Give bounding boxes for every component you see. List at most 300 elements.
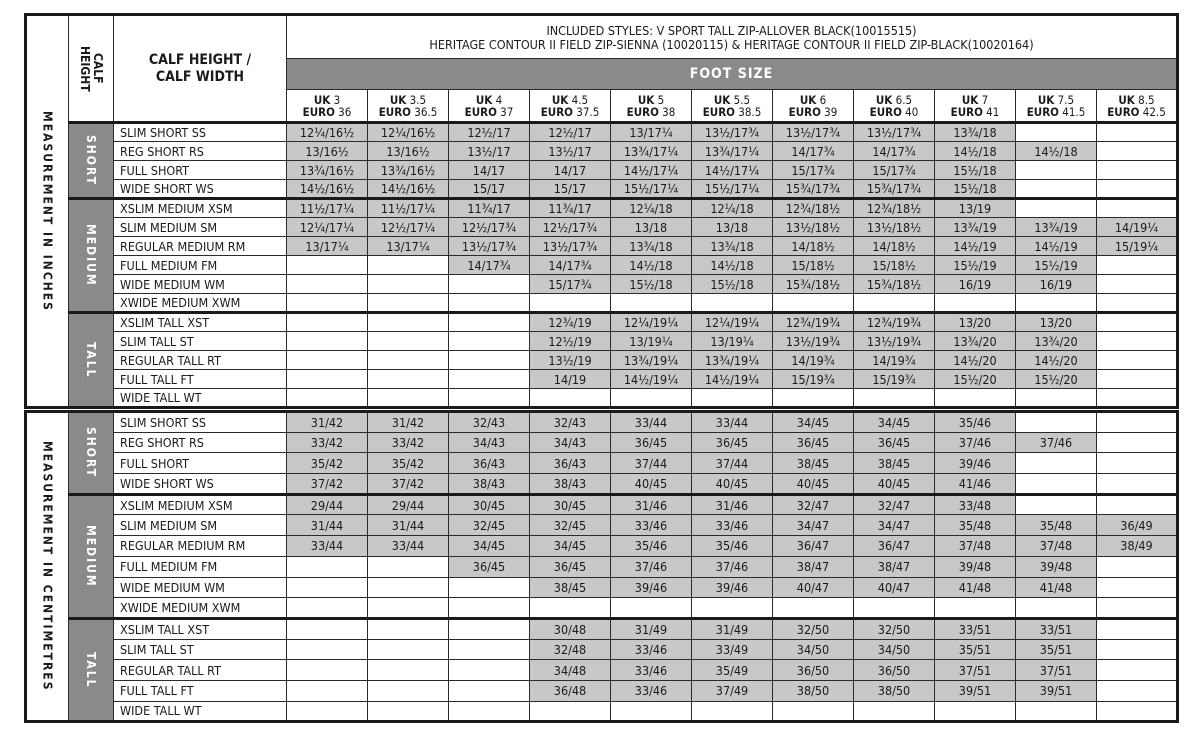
size-cell: 34/43 bbox=[530, 432, 611, 453]
size-cell: 13/17¼ bbox=[368, 237, 449, 256]
size-cell: 15½/17¼ bbox=[692, 180, 773, 199]
size-cell: 37/51 bbox=[935, 660, 1016, 681]
size-cell: 15½/18 bbox=[611, 275, 692, 294]
size-cell bbox=[449, 313, 530, 332]
size-cell bbox=[854, 294, 935, 313]
measurement-cm-label: MEASUREMENT IN CENTIMETRES bbox=[26, 412, 69, 722]
size-header-uk-5-5: UK 5.5 EURO 38.5 bbox=[692, 90, 773, 123]
table-row bbox=[26, 515, 1178, 536]
size-cell: 36/47 bbox=[773, 536, 854, 557]
size-cell: 15/17¾ bbox=[773, 161, 854, 180]
size-cell: 29/44 bbox=[287, 494, 368, 515]
size-cell bbox=[368, 370, 449, 389]
size-cell: 13¾/16½ bbox=[287, 161, 368, 180]
size-cell bbox=[1016, 701, 1097, 722]
size-cell: 13¾/17¼ bbox=[611, 142, 692, 161]
size-cell bbox=[1097, 680, 1178, 701]
size-cell bbox=[1097, 618, 1178, 639]
size-cell bbox=[449, 389, 530, 408]
size-cell bbox=[368, 332, 449, 351]
size-cell: 35/49 bbox=[692, 660, 773, 681]
size-cell: 12¼/16½ bbox=[287, 123, 368, 142]
size-cell: 13/17¼ bbox=[611, 123, 692, 142]
size-cell: 35/42 bbox=[368, 453, 449, 474]
size-cell: 31/42 bbox=[287, 412, 368, 433]
size-cell: 14½/17¼ bbox=[611, 161, 692, 180]
size-cell: 15¾/17¾ bbox=[773, 180, 854, 199]
size-cell: 12¾/19¾ bbox=[854, 313, 935, 332]
size-cell: 12½/19 bbox=[530, 332, 611, 351]
size-cell: 14/19 bbox=[530, 370, 611, 389]
size-cell: 15/17¾ bbox=[530, 275, 611, 294]
size-cell: 34/50 bbox=[773, 639, 854, 660]
size-cell: 34/47 bbox=[854, 515, 935, 536]
size-cell: 12½/17¾ bbox=[530, 218, 611, 237]
size-cell bbox=[368, 618, 449, 639]
size-cell bbox=[1016, 453, 1097, 474]
size-cell: 36/47 bbox=[854, 536, 935, 557]
size-cell: 14/19¾ bbox=[773, 351, 854, 370]
size-cell: 34/45 bbox=[773, 412, 854, 433]
size-cell: 40/45 bbox=[692, 474, 773, 495]
size-cell bbox=[368, 598, 449, 619]
size-cell: 15½/19 bbox=[1016, 256, 1097, 275]
size-cell bbox=[611, 389, 692, 408]
size-cell: 33/48 bbox=[935, 494, 1016, 515]
size-header-uk-6: UK 6 EURO 39 bbox=[773, 90, 854, 123]
size-cell: 38/49 bbox=[1097, 536, 1178, 557]
size-cell: 14/17 bbox=[449, 161, 530, 180]
size-cell bbox=[1097, 556, 1178, 577]
size-cell bbox=[1097, 577, 1178, 598]
size-cell: 32/45 bbox=[530, 515, 611, 536]
size-cell: 12½/17 bbox=[449, 123, 530, 142]
size-cell: 31/49 bbox=[611, 618, 692, 639]
table-row bbox=[26, 577, 1178, 598]
size-cell: 15½/18 bbox=[692, 275, 773, 294]
calf-height-width-header: CALF HEIGHT / CALF WIDTH bbox=[114, 15, 287, 123]
size-cell: 31/49 bbox=[692, 618, 773, 639]
size-cell: 35/51 bbox=[935, 639, 1016, 660]
size-cell bbox=[773, 389, 854, 408]
size-cell: 15/17 bbox=[530, 180, 611, 199]
size-cell: 34/48 bbox=[530, 660, 611, 681]
size-cell: 13½/18½ bbox=[773, 218, 854, 237]
centimetres-table bbox=[24, 410, 1179, 723]
size-cell bbox=[1097, 598, 1178, 619]
table-row bbox=[26, 618, 1178, 639]
size-cell: 38/50 bbox=[854, 680, 935, 701]
size-cell: 36/45 bbox=[854, 432, 935, 453]
size-cell bbox=[611, 598, 692, 619]
size-cell: 33/44 bbox=[368, 536, 449, 557]
size-cell: 13½/17 bbox=[530, 142, 611, 161]
calf-height-header: CALF HEIGHT bbox=[69, 15, 114, 123]
size-header-uk-3-5: UK 3.5 EURO 36.5 bbox=[368, 90, 449, 123]
size-cell: 31/42 bbox=[368, 412, 449, 433]
size-cell: 38/45 bbox=[854, 453, 935, 474]
size-cell: 34/43 bbox=[449, 432, 530, 453]
size-cell bbox=[449, 639, 530, 660]
size-cell: 37/46 bbox=[1016, 432, 1097, 453]
size-cell bbox=[287, 275, 368, 294]
row-label-slim-tall-st: SLIM TALL ST bbox=[114, 332, 287, 351]
size-cell: 36/50 bbox=[773, 660, 854, 681]
size-cell: 36/45 bbox=[611, 432, 692, 453]
size-cell: 15½/17¼ bbox=[611, 180, 692, 199]
row-label-full-tall-ft: FULL TALL FT bbox=[114, 680, 287, 701]
size-cell bbox=[530, 598, 611, 619]
size-cell: 13¾/19 bbox=[935, 218, 1016, 237]
size-cell: 13¾/19¼ bbox=[692, 351, 773, 370]
foot-size-header: FOOT SIZE bbox=[287, 59, 1178, 90]
size-cell: 32/50 bbox=[773, 618, 854, 639]
size-cell: 36/43 bbox=[530, 453, 611, 474]
size-header-uk-4: UK 4 EURO 37 bbox=[449, 90, 530, 123]
size-cell bbox=[1097, 389, 1178, 408]
row-label-wide-tall-wt: WIDE TALL WT bbox=[114, 389, 287, 408]
size-cell: 13/19 bbox=[935, 199, 1016, 218]
size-cell bbox=[1097, 142, 1178, 161]
table-row bbox=[26, 432, 1178, 453]
row-label-full-medium-fm: FULL MEDIUM FM bbox=[114, 556, 287, 577]
table-row bbox=[26, 389, 1178, 408]
size-cell bbox=[692, 294, 773, 313]
size-cell bbox=[449, 701, 530, 722]
size-cell bbox=[1016, 294, 1097, 313]
size-cell bbox=[1097, 161, 1178, 180]
size-cell bbox=[1097, 199, 1178, 218]
size-cell: 12¼/18 bbox=[611, 199, 692, 218]
size-cell: 14½/19 bbox=[935, 237, 1016, 256]
row-label-xwide-medium-xwm: XWIDE MEDIUM XWM bbox=[114, 294, 287, 313]
table-row bbox=[26, 218, 1178, 237]
size-cell bbox=[287, 256, 368, 275]
size-cell: 40/47 bbox=[773, 577, 854, 598]
inches-table bbox=[24, 13, 1179, 409]
size-cell: 31/46 bbox=[611, 494, 692, 515]
size-cell: 13/20 bbox=[935, 313, 1016, 332]
size-cell: 33/46 bbox=[611, 515, 692, 536]
row-label-regular-medium-rm: REGULAR MEDIUM RM bbox=[114, 237, 287, 256]
size-cell bbox=[773, 294, 854, 313]
size-cell: 13/16½ bbox=[368, 142, 449, 161]
size-cell: 32/43 bbox=[449, 412, 530, 433]
size-cell: 35/48 bbox=[1016, 515, 1097, 536]
size-cell: 14½/16½ bbox=[368, 180, 449, 199]
size-header-uk-8-5: UK 8.5 EURO 42.5 bbox=[1097, 90, 1178, 123]
row-label-xslim-medium-xsm: XSLIM MEDIUM XSM bbox=[114, 494, 287, 515]
size-cell: 40/45 bbox=[773, 474, 854, 495]
size-cell bbox=[1097, 123, 1178, 142]
size-cell: 36/43 bbox=[449, 453, 530, 474]
row-label-slim-short-ss: SLIM SHORT SS bbox=[114, 412, 287, 433]
size-cell bbox=[287, 701, 368, 722]
size-cell: 37/49 bbox=[692, 680, 773, 701]
size-cell: 12¼/16½ bbox=[368, 123, 449, 142]
size-cell bbox=[368, 389, 449, 408]
size-cell bbox=[1097, 701, 1178, 722]
group-short: SHORT bbox=[69, 123, 114, 199]
table-row bbox=[26, 275, 1178, 294]
size-cell: 36/45 bbox=[692, 432, 773, 453]
size-cell bbox=[1016, 161, 1097, 180]
size-cell: 11¾/17 bbox=[530, 199, 611, 218]
size-cell: 12¾/19¾ bbox=[773, 313, 854, 332]
size-cell: 13¾/19 bbox=[1016, 218, 1097, 237]
size-cell: 39/46 bbox=[692, 577, 773, 598]
size-cell bbox=[368, 351, 449, 370]
row-label-reg-short-rs: REG SHORT RS bbox=[114, 142, 287, 161]
size-header-uk-6-5: UK 6.5 EURO 40 bbox=[854, 90, 935, 123]
size-cell: 11¾/17 bbox=[449, 199, 530, 218]
size-cell: 13¾/20 bbox=[935, 332, 1016, 351]
size-cell bbox=[1016, 389, 1097, 408]
size-cell: 14½/16½ bbox=[287, 180, 368, 199]
size-cell: 37/44 bbox=[611, 453, 692, 474]
size-cell bbox=[449, 370, 530, 389]
size-cell: 38/50 bbox=[773, 680, 854, 701]
size-cell: 12¾/18½ bbox=[854, 199, 935, 218]
size-cell bbox=[773, 598, 854, 619]
size-cell bbox=[1016, 598, 1097, 619]
size-cell: 13/18 bbox=[611, 218, 692, 237]
size-cell bbox=[1097, 294, 1178, 313]
size-cell: 32/50 bbox=[854, 618, 935, 639]
table-row bbox=[26, 639, 1178, 660]
size-cell: 37/51 bbox=[1016, 660, 1097, 681]
size-cell: 38/45 bbox=[773, 453, 854, 474]
size-cell: 15/17 bbox=[449, 180, 530, 199]
table-row bbox=[26, 237, 1178, 256]
size-cell: 16/19 bbox=[935, 275, 1016, 294]
size-cell: 14/17¾ bbox=[530, 256, 611, 275]
size-cell: 15/19¾ bbox=[854, 370, 935, 389]
size-cell: 32/43 bbox=[530, 412, 611, 433]
size-cell: 14½/20 bbox=[1016, 351, 1097, 370]
size-cell: 31/44 bbox=[287, 515, 368, 536]
size-cell: 13/17¼ bbox=[287, 237, 368, 256]
size-cell bbox=[935, 701, 1016, 722]
size-cell: 12¼/19¼ bbox=[611, 313, 692, 332]
size-header-uk-7: UK 7 EURO 41 bbox=[935, 90, 1016, 123]
size-cell: 14/17¾ bbox=[449, 256, 530, 275]
size-cell bbox=[287, 680, 368, 701]
size-cell: 13/20 bbox=[1016, 313, 1097, 332]
size-cell: 35/46 bbox=[935, 412, 1016, 433]
size-cell bbox=[854, 389, 935, 408]
size-cell bbox=[611, 701, 692, 722]
row-label-xslim-tall-xst: XSLIM TALL XST bbox=[114, 313, 287, 332]
size-cell: 14½/20 bbox=[935, 351, 1016, 370]
size-cell: 11½/17¼ bbox=[368, 199, 449, 218]
size-cell: 13¾/16½ bbox=[368, 161, 449, 180]
row-label-slim-medium-sm: SLIM MEDIUM SM bbox=[114, 515, 287, 536]
size-cell: 36/50 bbox=[854, 660, 935, 681]
size-cell: 31/44 bbox=[368, 515, 449, 536]
size-cell: 34/45 bbox=[854, 412, 935, 433]
size-cell bbox=[854, 598, 935, 619]
size-cell: 33/42 bbox=[368, 432, 449, 453]
size-cell: 13¾/17¼ bbox=[692, 142, 773, 161]
row-label-regular-tall-rt: REGULAR TALL RT bbox=[114, 660, 287, 681]
size-cell bbox=[935, 598, 1016, 619]
size-cell: 39/51 bbox=[1016, 680, 1097, 701]
size-cell bbox=[368, 275, 449, 294]
size-cell: 35/46 bbox=[611, 536, 692, 557]
size-cell: 33/44 bbox=[287, 536, 368, 557]
size-cell bbox=[530, 389, 611, 408]
size-cell: 15½/18 bbox=[935, 161, 1016, 180]
size-cell bbox=[1097, 332, 1178, 351]
size-cell bbox=[287, 370, 368, 389]
size-cell: 13½/19 bbox=[530, 351, 611, 370]
row-label-slim-short-ss: SLIM SHORT SS bbox=[114, 123, 287, 142]
size-cell: 33/46 bbox=[692, 515, 773, 536]
size-cell bbox=[287, 556, 368, 577]
size-cell: 12¾/19 bbox=[530, 313, 611, 332]
size-cell: 15¾/17¾ bbox=[854, 180, 935, 199]
size-cell: 41/48 bbox=[935, 577, 1016, 598]
table-row bbox=[26, 180, 1178, 199]
size-cell: 13¾/18 bbox=[935, 123, 1016, 142]
size-cell: 15/18½ bbox=[773, 256, 854, 275]
size-cell bbox=[692, 701, 773, 722]
size-cell: 37/42 bbox=[368, 474, 449, 495]
size-cell: 32/48 bbox=[530, 639, 611, 660]
size-cell: 37/44 bbox=[692, 453, 773, 474]
size-header-uk-7-5: UK 7.5 EURO 41.5 bbox=[1016, 90, 1097, 123]
size-cell: 15½/20 bbox=[1016, 370, 1097, 389]
size-cell: 39/46 bbox=[935, 453, 1016, 474]
table-row bbox=[26, 536, 1178, 557]
table-row bbox=[26, 294, 1178, 313]
size-cell: 14½/18 bbox=[1016, 142, 1097, 161]
size-cell bbox=[1097, 639, 1178, 660]
size-cell bbox=[449, 332, 530, 351]
size-cell bbox=[854, 701, 935, 722]
size-cell bbox=[530, 701, 611, 722]
table-row bbox=[26, 313, 1178, 332]
size-cell bbox=[368, 313, 449, 332]
size-cell: 15½/20 bbox=[935, 370, 1016, 389]
size-cell bbox=[449, 660, 530, 681]
size-cell bbox=[935, 294, 1016, 313]
size-cell bbox=[773, 701, 854, 722]
size-cell: 14/17¾ bbox=[773, 142, 854, 161]
group-short: SHORT bbox=[69, 412, 114, 495]
table-row bbox=[26, 370, 1178, 389]
size-cell: 15¾/18½ bbox=[773, 275, 854, 294]
size-cell: 14/18½ bbox=[773, 237, 854, 256]
size-cell bbox=[368, 577, 449, 598]
row-label-full-tall-ft: FULL TALL FT bbox=[114, 370, 287, 389]
table-row bbox=[26, 412, 1178, 433]
size-cell bbox=[287, 660, 368, 681]
size-cell: 14/18½ bbox=[854, 237, 935, 256]
size-cell bbox=[692, 389, 773, 408]
row-label-xwide-medium-xwm: XWIDE MEDIUM XWM bbox=[114, 598, 287, 619]
size-cell: 37/46 bbox=[935, 432, 1016, 453]
size-cell: 13/19¼ bbox=[692, 332, 773, 351]
row-label-full-short: FULL SHORT bbox=[114, 453, 287, 474]
size-cell: 14½/19 bbox=[1016, 237, 1097, 256]
size-cell bbox=[1016, 123, 1097, 142]
size-header-uk-3: UK 3 EURO 36 bbox=[287, 90, 368, 123]
size-cell: 33/49 bbox=[692, 639, 773, 660]
size-cell bbox=[1097, 351, 1178, 370]
size-cell bbox=[449, 618, 530, 639]
included-styles: INCLUDED STYLES: V SPORT TALL ZIP-ALLOVER BLACK(10015515) HERITAGE CONTOUR II FIELD ZIP-SIENNA (10020115) & HERITAGE CONTOUR II FIELD ZIP-BLACK(10020164) bbox=[287, 15, 1178, 59]
table-row bbox=[26, 351, 1178, 370]
size-cell bbox=[1097, 370, 1178, 389]
size-cell: 34/45 bbox=[530, 536, 611, 557]
size-cell: 15/19¼ bbox=[1097, 237, 1178, 256]
size-cell: 33/42 bbox=[287, 432, 368, 453]
size-cell: 13½/19¾ bbox=[773, 332, 854, 351]
table-row bbox=[26, 142, 1178, 161]
row-label-xslim-tall-xst: XSLIM TALL XST bbox=[114, 618, 287, 639]
size-cell bbox=[935, 389, 1016, 408]
size-cell bbox=[287, 294, 368, 313]
size-cell: 37/48 bbox=[935, 536, 1016, 557]
size-cell bbox=[1097, 660, 1178, 681]
size-cell: 41/48 bbox=[1016, 577, 1097, 598]
size-cell: 12¼/17¼ bbox=[287, 218, 368, 237]
size-cell bbox=[1097, 180, 1178, 199]
size-cell bbox=[692, 598, 773, 619]
size-cell: 39/46 bbox=[611, 577, 692, 598]
size-cell: 13½/17¾ bbox=[854, 123, 935, 142]
size-cell bbox=[1097, 432, 1178, 453]
table-row bbox=[26, 680, 1178, 701]
size-cell: 41/46 bbox=[935, 474, 1016, 495]
row-label-reg-short-rs: REG SHORT RS bbox=[114, 432, 287, 453]
size-cell: 13¾/18 bbox=[692, 237, 773, 256]
row-label-wide-medium-wm: WIDE MEDIUM WM bbox=[114, 577, 287, 598]
size-cell: 14½/18 bbox=[935, 142, 1016, 161]
size-cell: 12½/17¼ bbox=[368, 218, 449, 237]
size-cell: 30/45 bbox=[530, 494, 611, 515]
row-label-wide-short-ws: WIDE SHORT WS bbox=[114, 180, 287, 199]
size-cell: 33/46 bbox=[611, 639, 692, 660]
size-header-uk-4-5: UK 4.5 EURO 37.5 bbox=[530, 90, 611, 123]
size-cell: 29/44 bbox=[368, 494, 449, 515]
row-label-wide-medium-wm: WIDE MEDIUM WM bbox=[114, 275, 287, 294]
size-cell: 15½/19 bbox=[935, 256, 1016, 275]
table-row bbox=[26, 701, 1178, 722]
size-cell: 36/45 bbox=[773, 432, 854, 453]
size-cell: 33/46 bbox=[611, 680, 692, 701]
table-row bbox=[26, 453, 1178, 474]
size-cell: 33/46 bbox=[611, 660, 692, 681]
size-cell: 39/48 bbox=[935, 556, 1016, 577]
group-medium: MEDIUM bbox=[69, 199, 114, 313]
size-cell: 40/45 bbox=[854, 474, 935, 495]
size-cell: 34/45 bbox=[449, 536, 530, 557]
size-cell: 14/17 bbox=[530, 161, 611, 180]
size-cell bbox=[287, 598, 368, 619]
size-cell: 14½/18 bbox=[611, 256, 692, 275]
size-cell: 12¾/18½ bbox=[773, 199, 854, 218]
size-cell: 13¾/19¼ bbox=[611, 351, 692, 370]
table-row bbox=[26, 332, 1178, 351]
size-cell: 39/48 bbox=[1016, 556, 1097, 577]
size-header-uk-5: UK 5 EURO 38 bbox=[611, 90, 692, 123]
size-cell bbox=[1097, 313, 1178, 332]
size-cell bbox=[449, 598, 530, 619]
group-tall: TALL bbox=[69, 313, 114, 408]
